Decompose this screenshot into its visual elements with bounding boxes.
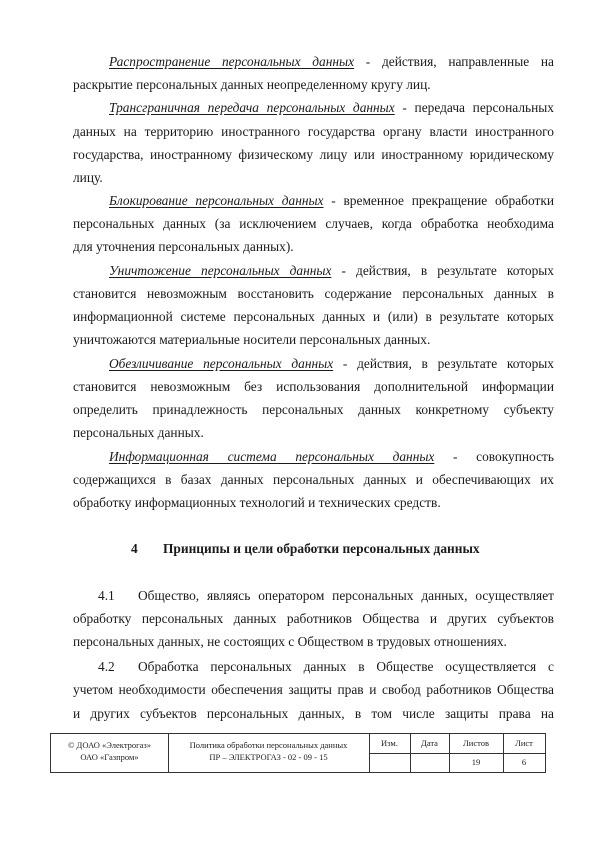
- definition-line: уничтожаются материальные носители персональных данных.: [73, 332, 431, 347]
- definition-line: Распространение персональных данных - действия, направленные на: [109, 54, 554, 69]
- paragraph-line: обработку персональных данных работников Общества и других субъектов: [73, 611, 554, 626]
- definition-line: раскрытие персональных данных неопределенному кругу лиц.: [73, 77, 431, 92]
- paragraph-number: 4.2: [98, 659, 115, 674]
- definition-line: становится невозможным восстановить содержание персональных данных в: [73, 286, 554, 301]
- defined-term: Распространение персональных данных: [109, 54, 355, 69]
- value-izm: [369, 753, 410, 772]
- paragraph-line: и других субъектов персональных данных, в том числе защиты права на: [73, 706, 554, 721]
- defined-term: Обезличивание персональных данных: [109, 356, 334, 371]
- paragraph-line: 4.2 Обработка персональных данных в Обществе осуществляется с: [98, 659, 554, 674]
- definition-line: содержащихся в базах данных персональных данных и обеспечивающих их: [73, 472, 554, 487]
- definition-line: данных на территорию иностранного государства органу власти иностранного: [73, 124, 554, 139]
- definition-line: Трансграничная передача персональных данных - передача персональных: [109, 100, 554, 115]
- definition-line: становится невозможным без использования дополнительной информации: [73, 379, 554, 394]
- definition-line: Обезличивание персональных данных - действия, в результате которых: [109, 356, 554, 371]
- defined-term: Трансграничная передача персональных данных: [109, 100, 395, 115]
- definition-line: персональных данных (за исключением случаев, когда обработка необходима: [73, 216, 554, 231]
- definition-line: обработку информационных технологий и технических средств.: [73, 495, 441, 510]
- paragraph-line: 4.1 Общество, являясь оператором персональных данных, осуществляет: [98, 588, 554, 603]
- definition-line: Уничтожение персональных данных - действия, в результате которых: [109, 263, 554, 278]
- definition-line: персональных данных.: [73, 425, 204, 440]
- footer-document-title: Политика обработки персональных данных ПР – ЭЛЕКТРОГАЗ - 02 - 09 - 15: [189, 740, 348, 762]
- definition-line: государства, иностранному физическому лицу или иностранному юридическому: [73, 147, 554, 162]
- column-header-izm: Изм.: [381, 738, 398, 748]
- definition-line: лицу.: [73, 170, 103, 185]
- paragraph-number: 4.1: [98, 588, 115, 603]
- section-title: Принципы и цели обработки персональных данных: [163, 541, 480, 556]
- column-header-list: Лист: [515, 738, 533, 748]
- value-list: 6: [521, 757, 527, 767]
- definition-line: для уточнения персональных данных).: [73, 239, 294, 254]
- paragraph-line: персональных данных, не состоящих с Обществом в трудовых отношениях.: [73, 634, 507, 649]
- section-heading: [131, 541, 480, 557]
- definition-line: Блокирование персональных данных - временное прекращение обработки: [109, 193, 554, 208]
- definition-line: определить принадлежность персональных данных конкретному субъекту: [73, 402, 554, 417]
- column-header-data: Дата: [421, 738, 438, 748]
- paragraph-line: учетом необходимости обеспечения защиты прав и свобод работников Общества: [73, 682, 554, 697]
- section-number: 4: [131, 541, 138, 556]
- defined-term: Уничтожение персональных данных: [109, 263, 332, 278]
- defined-term: Блокирование персональных данных: [109, 193, 324, 208]
- footer-stamp-table: [50, 733, 546, 773]
- value-listov: 19: [471, 757, 481, 767]
- definition-line: Информационная система персональных данных - совокупность: [109, 449, 554, 464]
- footer-company: © ДОАО «Электрогаз» ОАО «Газпром»: [67, 740, 152, 762]
- definition-line: информационной системе персональных данных и (или) в результате которых: [73, 309, 554, 324]
- value-data: [410, 753, 449, 772]
- column-header-listov: Листов: [463, 738, 489, 748]
- defined-term: Информационная система персональных данных: [109, 449, 435, 464]
